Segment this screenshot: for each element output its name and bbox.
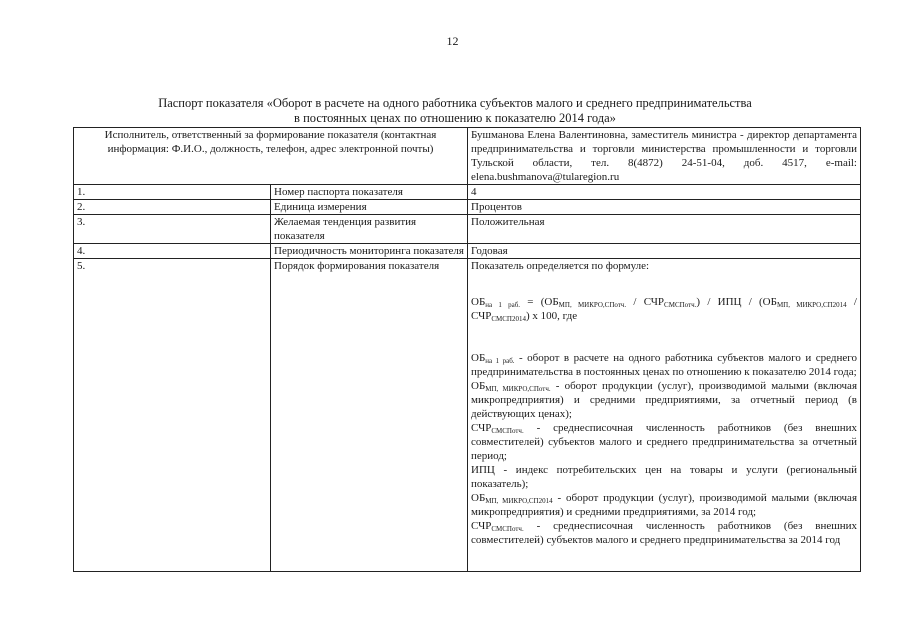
title-line-2: в постоянных ценах по отношению к показателю 2014 года» bbox=[294, 111, 616, 125]
row-label: Желаемая тенденция развития показателя bbox=[271, 215, 468, 244]
row-number: 2. bbox=[74, 200, 271, 215]
row-label: Номер паспорта показателя bbox=[271, 185, 468, 200]
page-number: 12 bbox=[446, 34, 459, 48]
formula-row bbox=[74, 259, 861, 572]
definition-item: $ОБ_{МП, МИКРО,СП2014}$ - оборот продукции (услуг), производимой малыми (включая микропредприятия) и средними предприятиями, за 2014 год; bbox=[471, 492, 857, 518]
row-label: Единица измерения bbox=[271, 200, 468, 215]
row-number: 5. bbox=[74, 259, 271, 572]
definition-item: $СЧР_{СМСПотч.}$ - среднесписочная численность работников (без внешних совместителей) субъектов малого и среднего предпринимательства за отчетный период; bbox=[471, 422, 857, 462]
passport-table bbox=[73, 127, 861, 572]
definition-item: $ОБ_{МП, МИКРО,СПотч.}$ - оборот продукции (услуг), производимой малыми (включая микропредприятия) и средними предприятиями, за отчетный период (в действующих ценах); bbox=[471, 380, 857, 420]
definition-item: ИПЦ - индекс потребительских цен на товары и услуги (региональный показатель); bbox=[471, 464, 857, 490]
table-row bbox=[74, 215, 861, 244]
table-row bbox=[74, 244, 861, 259]
formula: $ОБ_{на 1 раб.} = (ОБ_{МП, МИКРО,СПотч.} / СЧР_{СМСПотч.})$ / ИПЦ / $(ОБ_{МП, МИКРО,СП2014} / СЧР_{СМСП2014})$ х 100, где bbox=[471, 296, 857, 323]
executor-value: Бушманова Елена Валентиновна, заместитель министра - директор департамента предпринимательства и торговли министерства промышленности и торговли Тульской области, тел. 8(4872) 24-51-04, доб. 4517, e-mail: elena.bushmanova@tularegion.ru bbox=[468, 128, 861, 185]
row-number: 4. bbox=[74, 244, 271, 259]
definition-item: $СЧР_{СМСПотч.}$ - среднесписочная численность работников (без внешних совместителей) субъектов малого и среднего предпринимательства за 2014 год bbox=[471, 520, 857, 546]
executor-label: Исполнитель, ответственный за формирование показателя (контактная информация: Ф.И.О., должность, телефон, адрес электронной почты) bbox=[74, 128, 468, 185]
formula-description bbox=[468, 259, 861, 572]
row-value: 4 bbox=[468, 185, 861, 200]
row-value: Положительная bbox=[468, 215, 861, 244]
row-value: Годовая bbox=[468, 244, 861, 259]
formula-intro: Показатель определяется по формуле: bbox=[471, 260, 650, 272]
title-line-1: Паспорт показателя «Оборот в расчете на одного работника субъектов малого и среднего предпринимательства bbox=[158, 96, 752, 110]
row-value: Процентов bbox=[468, 200, 861, 215]
definition-item: $ОБ_{на 1 раб.}$ - оборот в расчете на одного работника субъектов малого и среднего предпринимательства в постоянных ценах по отношению к показателю 2014 года; bbox=[471, 352, 857, 378]
row-label: Периодичность мониторинга показателя bbox=[271, 244, 468, 259]
table-row bbox=[74, 200, 861, 215]
row-number: 1. bbox=[74, 185, 271, 200]
row-number: 3. bbox=[74, 215, 271, 244]
table-row bbox=[74, 185, 861, 200]
row-label: Порядок формирования показателя bbox=[271, 259, 468, 572]
document-title bbox=[70, 96, 840, 126]
formula-definitions bbox=[471, 351, 857, 547]
header-row bbox=[74, 128, 861, 185]
